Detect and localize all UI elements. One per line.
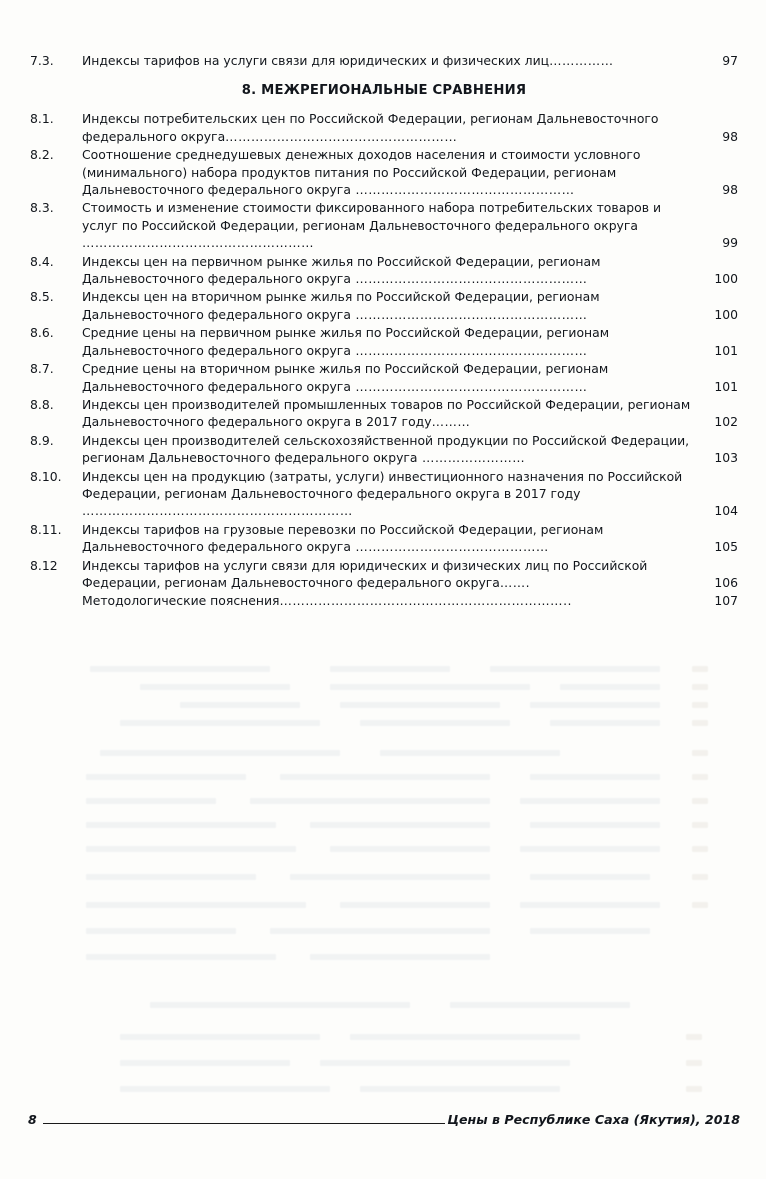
- toc-entry-title: Индексы цен производителей промышленных товаров по Российской Федерации, регионам Дальневосточного федерального округа в 2017 году: [82, 396, 691, 430]
- page-footer: [28, 1112, 740, 1127]
- page-bleedthrough: [30, 662, 736, 1102]
- toc-entry-page: 100: [714, 271, 738, 287]
- toc-entry-number: 8.7.: [30, 361, 54, 377]
- toc-leader-dots: ………………………………………………: [225, 128, 458, 144]
- toc-entry-page: 106: [714, 574, 738, 590]
- toc-entry-page: 101: [714, 378, 738, 394]
- toc-entry: [28, 324, 740, 359]
- toc-entry-page: 105: [714, 539, 738, 555]
- footer-title: Цены в Республике Саха (Якутия), 2018: [447, 1112, 740, 1127]
- toc-entry: [28, 432, 740, 467]
- toc-entry: [28, 468, 740, 520]
- toc-entry-text: [82, 592, 698, 609]
- toc-entry-title: Индексы потребительских цен по Российской Федерации, регионам Дальневосточного федерального округа: [82, 111, 659, 144]
- toc-entry-text: [82, 324, 698, 359]
- toc-leader-dots: ………………………………………………: [350, 306, 588, 322]
- toc-entry-page: 107: [714, 593, 738, 609]
- toc-entry: [28, 52, 740, 69]
- toc-entry-title: Индексы цен производителей сельскохозяйственной продукции по Российской Федерации, регионам Дальневосточного федерального округа: [82, 432, 690, 466]
- toc-entry-text: [82, 288, 698, 323]
- toc-entry-text: [82, 468, 698, 520]
- toc-entry-number: 8.5.: [30, 289, 54, 305]
- toc-entry-title: Индексы цен на первичном рынке жилья по Российской Федерации, регионам Дальневосточного федерального округа: [82, 253, 601, 287]
- toc-entry: [28, 110, 740, 145]
- toc-entry-page: 97: [722, 53, 738, 68]
- toc-leader-dots: ………: [431, 414, 471, 430]
- toc-entry-number: 8.2.: [30, 147, 54, 163]
- toc-entry-title: Средние цены на первичном рынке жилья по Российской Федерации, регионам Дальневосточного федерального округа: [82, 325, 610, 358]
- toc-entry-title: Методологические пояснения: [82, 593, 280, 609]
- toc-entry: [28, 557, 740, 592]
- toc-entry-number: 7.3.: [30, 53, 54, 68]
- toc-entry-number: 8.12: [30, 557, 58, 573]
- toc-entry-text: [82, 110, 698, 145]
- toc-entry-number: 8.4.: [30, 253, 54, 269]
- toc-leader-dots: ………………………………………………………: [82, 503, 353, 519]
- toc-entry-page: 99: [722, 235, 738, 251]
- toc-entry-text: [82, 52, 698, 69]
- toc-entry: [28, 396, 740, 431]
- toc-entry-text: [82, 432, 698, 467]
- toc-entry: [28, 521, 740, 556]
- toc-entry-text: [82, 557, 698, 592]
- toc-entry-title: Стоимость и изменение стоимости фиксированного набора потребительских товаров и услуг по Российской Федерации, регионам Дальневосточного федерального округа: [82, 200, 662, 233]
- toc-entry-number: 8.1.: [30, 111, 54, 127]
- toc-leader-dots: ………………………………………………: [350, 271, 588, 287]
- toc-entry-number: 8.6.: [30, 325, 54, 341]
- toc-entry-text: [82, 146, 698, 198]
- toc-entry-title: Индексы тарифов на услуги связи для юридических и физических лиц: [82, 53, 550, 68]
- toc-entry-text: [82, 396, 698, 431]
- toc-entry-title: Индексы тарифов на грузовые перевозки по Российской Федерации, регионам Дальневосточного федерального округа: [82, 521, 604, 555]
- toc-leader-dots: ………………………………………………: [350, 378, 588, 394]
- toc-entry-number: 8.8.: [30, 396, 54, 412]
- toc-entry: [28, 253, 740, 288]
- toc-entry-title: Соотношение среднедушевых денежных доходов населения и стоимости условного (минимального) набора продуктов питания по Российской Федерации, регионам Дальневосточного федерального округа: [82, 147, 641, 198]
- toc-leader-dots: ………………………………………: [350, 539, 549, 555]
- toc-entry-title: Индексы цен на продукцию (затраты, услуги) инвестиционного назначения по Российской Федерации, регионам Дальневосточного федерального округа в 2017 году: [82, 468, 683, 501]
- toc-leader-dots: ……………………: [417, 450, 526, 466]
- toc-leader-dots: …………………………………………………………..: [279, 593, 572, 609]
- toc-entry: [28, 288, 740, 323]
- page-number: 8: [28, 1112, 37, 1127]
- toc-entry-page: 103: [714, 450, 738, 466]
- toc-entry-text: [82, 360, 698, 395]
- toc-leader-dots: …….: [499, 574, 531, 590]
- table-of-contents: [28, 52, 740, 611]
- toc-entry-page: 101: [714, 342, 738, 358]
- toc-entry: [28, 199, 740, 251]
- section-heading: 8. МЕЖРЕГИОНАЛЬНЫЕ СРАВНЕНИЯ: [241, 83, 527, 99]
- toc-leader-dots: ………………………………………………: [350, 342, 588, 358]
- toc-entry-number: 8.10.: [30, 468, 62, 484]
- toc-entry-title: Средние цены на вторичном рынке жилья по Российской Федерации, регионам Дальневосточного федерального округа: [82, 361, 609, 394]
- toc-leader-dots: ……………: [549, 53, 614, 68]
- toc-entry-title: Индексы тарифов на услуги связи для юридических и физических лиц по Российской Федерации, регионам Дальневосточного федерального округа: [82, 557, 648, 590]
- toc-entry-number: 8.3.: [30, 200, 54, 216]
- toc-entry-number: 8.9.: [30, 432, 54, 448]
- toc-entry-title: Индексы цен на вторичном рынке жилья по Российской Федерации, регионам Дальневосточного федерального округа: [82, 289, 600, 322]
- toc-entry: [28, 146, 740, 198]
- toc-entry-text: [82, 199, 698, 251]
- toc-entry-number: 8.11.: [30, 521, 62, 537]
- toc-entry: [28, 360, 740, 395]
- toc-leader-dots: ……………………………………………: [350, 182, 575, 198]
- toc-entry: [28, 592, 740, 609]
- toc-entry-page: 102: [714, 414, 738, 430]
- toc-entry-page: 100: [714, 306, 738, 322]
- toc-leader-dots: ………………………………………………: [82, 235, 315, 251]
- toc-entry-text: [82, 521, 698, 556]
- toc-entry-page: 104: [714, 503, 738, 519]
- toc-entry-text: [82, 253, 698, 288]
- footer-rule: [43, 1113, 446, 1124]
- toc-entry-page: 98: [722, 182, 738, 198]
- toc-entry-page: 98: [722, 128, 738, 144]
